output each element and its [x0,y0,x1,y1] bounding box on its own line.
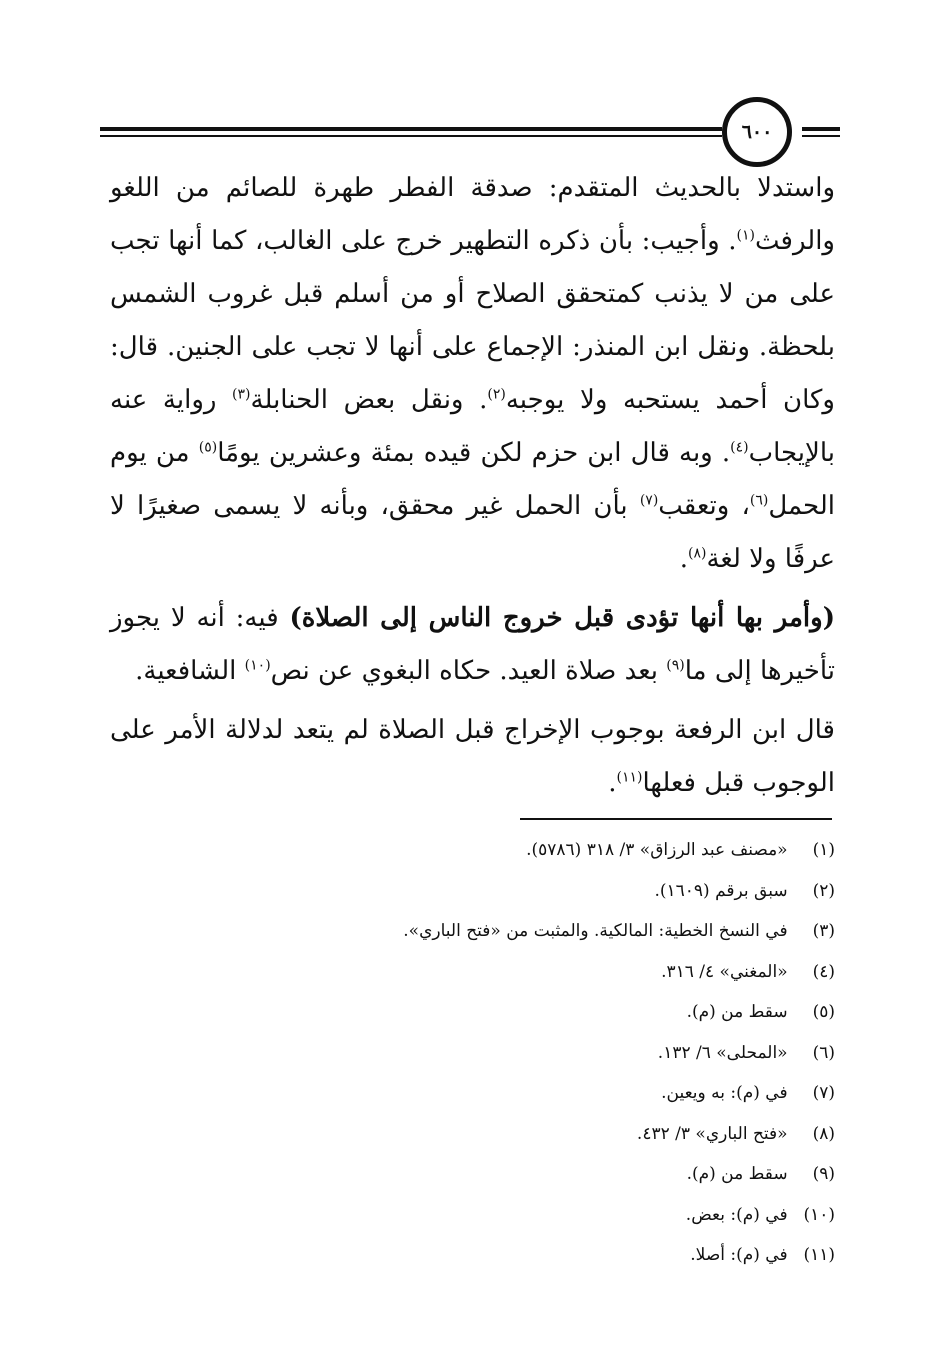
footnote-text: «المحلى» ٦/ ١٣٢. [657,1042,788,1063]
footnote-item [300,1235,835,1276]
paragraph-2 [110,592,835,698]
footnote-number: (٨) [812,1123,835,1144]
text-span: قال ابن الرفعة بوجوب الإخراج قبل الصلاة لم يتعد لدلالة الأمر على الوجوب قبل فعلها [110,715,835,798]
footnote-text: في النسخ الخطية: المالكية. والمثبت من «فتح الباري». [403,921,788,941]
text-span: . ونقل بعض الحنابلة [250,385,488,415]
footnote-marker: (١١) [616,769,643,786]
footnote-text: «المغني» ٤/ ٣١٦. [661,961,788,982]
footnote-number: (١) [812,840,835,860]
footnote-text: في (م): بعض. [685,1204,788,1225]
footnote-number: (١٠) [803,1204,835,1225]
footnote-item [300,952,835,993]
footnote-number: (٥) [812,1002,835,1022]
footnote-marker: (٩) [666,657,685,674]
footnote-marker: (١) [736,227,755,244]
footnote-number: (٣) [812,921,835,941]
quoted-hadith-text: (وأمر بها أنها تؤدى قبل خروج الناس إلى الصلاة) [289,603,835,633]
footnote-marker: (٤) [730,439,749,456]
text-span: فيه: أنه لا يجوز تأخيرها إلى ما [110,603,835,686]
footnote-number: (٦) [812,1042,835,1063]
footnote-number: (٧) [812,1083,835,1103]
footnote-item [300,1154,835,1195]
header-rule-tail-thick [802,127,840,131]
text-span: . وأجيب: بأن ذكره التطهير خرج على الغالب، كما أنها تجب على من لا يذنب كمتحقق الصلاح أو من أسلم قبل غروب الشمس بلحظة. ونقل ابن المنذر: الإجماع على أنها لا تجب على الجنين. قال: وكان أحمد يستحبه ولا يوجبه [110,226,835,415]
footnote-marker: (٥) [198,439,218,456]
footnote-number: (٤) [812,961,835,982]
main-text [110,162,835,810]
footnote-item [300,871,835,912]
header-rule-tail-thin [802,135,840,137]
header-rule-thin [100,135,722,137]
footnote-text: في (م): به ويعين. [661,1083,788,1103]
footnote-number: (١١) [803,1245,835,1265]
footnotes [300,830,835,1276]
footnote-item [300,911,835,952]
footnote-number: (٢) [812,880,835,901]
footnote-item [300,1033,835,1074]
footnote-text: سقط من (م). [686,1164,788,1184]
page-number: ٦٠٠ [741,120,773,143]
text-span: بعد صلاة العيد. حكاه البغوي عن نص [270,656,667,686]
footnote-marker: (١٠) [244,657,271,674]
footnote-marker: (٣) [232,386,251,403]
footnote-marker: (٨) [688,545,707,562]
paragraph-1 [110,162,835,586]
footnote-text: «مصنف عبد الرزاق» ٣/ ٣١٨ (٥٧٨٦). [526,840,788,860]
text-span: . [679,544,688,574]
footnote-item [300,1073,835,1114]
footnote-item [300,1114,835,1155]
page-number-circle [722,97,792,167]
text-span: . وبه قال ابن حزم لكن قيده بمئة وعشرين يومًا [217,438,731,468]
text-span: الشافعية. [135,656,245,686]
footnote-item [300,830,835,871]
text-span: بأن الحمل غير محقق، وبأنه لا يسمى صغيرًا لا عرفًا ولا لغة [110,491,835,574]
footnote-item [300,992,835,1033]
footnote-text: سبق برقم (١٦٠٩). [654,880,788,901]
paragraph-3 [110,704,835,810]
footnote-number: (٩) [812,1164,835,1184]
text-span: رواية عنه بالإيجاب [110,385,835,468]
footnote-marker: (٦) [749,492,769,509]
footnote-text: «فتح الباري» ٣/ ٤٣٢. [636,1123,788,1144]
footnote-separator [520,818,832,820]
text-span: من يوم الحمل [110,438,835,521]
footnote-text: سقط من (م). [686,1002,788,1022]
footnote-marker: (٧) [639,492,659,509]
footnote-text: في (م): أصلا. [690,1245,788,1265]
text-span: واستدلا بالحديث المتقدم: صدقة الفطر طهرة للصائم من اللغو والرفث [110,173,835,256]
footnote-marker: (٢) [487,386,506,403]
footnote-item [300,1195,835,1236]
text-span: . [608,768,617,798]
text-span: ، وتعقب [658,491,750,521]
header-rule-thick [100,127,722,131]
